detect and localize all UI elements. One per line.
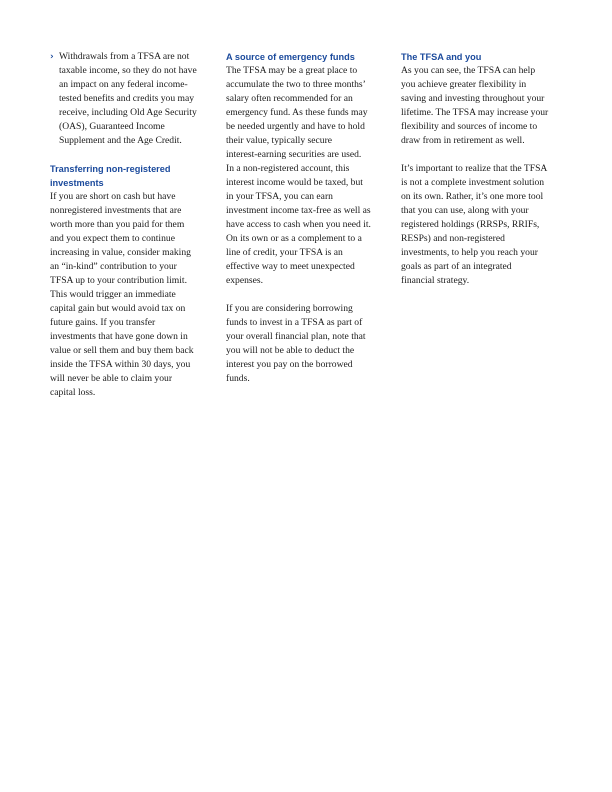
text-line: registered holdings (RRSPs, RRIFs, xyxy=(401,219,540,230)
text-line: capital loss. xyxy=(50,387,96,398)
text-line: accumulate the two to three months’ xyxy=(226,79,366,90)
text-line: draw from in retirement as well. xyxy=(401,135,525,146)
section-body-borrowing xyxy=(226,302,390,386)
heading-line: Transferring non-registered xyxy=(50,164,171,174)
section-body-transferring xyxy=(50,190,215,400)
text-line: funds to invest in a TFSA as part of xyxy=(226,317,363,328)
column-right xyxy=(401,50,565,288)
text-line: is not a complete investment solution xyxy=(401,177,545,188)
column-left xyxy=(50,50,215,400)
text-line: It’s important to realize that the TFSA xyxy=(401,163,548,174)
text-line: (OAS), Guaranteed Income xyxy=(59,121,165,132)
text-line: your overall financial plan, note that xyxy=(226,331,366,342)
section-body-tfsa-and-you xyxy=(401,64,565,148)
section-heading-tfsa-and-you: The TFSA and you xyxy=(401,52,482,62)
text-line: and you expect them to continue xyxy=(50,233,175,244)
text-line: value or sell them and buy them back xyxy=(50,345,194,356)
text-line: If you are short on cash but have xyxy=(50,191,176,202)
text-line: an impact on any federal income- xyxy=(59,79,188,90)
text-line: capital gain but would avoid tax on xyxy=(50,303,186,314)
text-line: financial strategy. xyxy=(401,275,470,286)
text-line: effective way to meet unexpected xyxy=(226,261,355,272)
text-line: flexibility and sources of income to xyxy=(401,121,538,132)
text-line: emergency fund. As these funds may xyxy=(226,107,368,118)
text-line: As you can see, the TFSA can help xyxy=(401,65,536,76)
text-line: On its own or as a complement to a xyxy=(226,233,362,244)
text-line: Supplement and the Age Credit. xyxy=(59,135,182,146)
text-line: This would trigger an immediate xyxy=(50,289,176,300)
text-line: salary often recommended for an xyxy=(226,93,353,104)
text-line: in your TFSA, you can earn xyxy=(226,191,333,202)
text-line: worth more than you paid for them xyxy=(50,219,185,230)
text-line: line of credit, your TFSA is an xyxy=(226,247,343,258)
text-line: you will not be able to deduct the xyxy=(226,345,355,356)
text-line: The TFSA may be a great place to xyxy=(226,65,358,76)
column-middle xyxy=(226,50,390,386)
text-line: taxable income, so they do not have xyxy=(59,65,197,76)
text-line: saving and investing throughout your xyxy=(401,93,545,104)
text-line: receive, including Old Age Security xyxy=(59,107,197,118)
text-line: interest-earning securities are used. xyxy=(226,149,362,160)
text-line: expenses. xyxy=(226,275,264,286)
text-line: nonregistered investments that are xyxy=(50,205,182,216)
spacer xyxy=(401,148,565,162)
section-body-complete-solution xyxy=(401,162,565,288)
text-line: TFSA up to your contribution limit. xyxy=(50,275,187,286)
text-line: In a non-registered account, this xyxy=(226,163,350,174)
heading-line: investments xyxy=(50,178,104,188)
text-line: investments, to help you reach your xyxy=(401,247,538,258)
text-line: interest income would be taxed, but xyxy=(226,177,363,188)
section-body-emergency-funds xyxy=(226,64,390,288)
section-heading-transferring xyxy=(50,162,215,190)
section-heading-emergency-funds: A source of emergency funds xyxy=(226,52,355,62)
text-line: funds. xyxy=(226,373,250,384)
text-line: If you are considering borrowing xyxy=(226,303,353,314)
text-line: have access to cash when you need it. xyxy=(226,219,371,230)
text-line: that you can use, along with your xyxy=(401,205,529,216)
text-line: interest you pay on the borrowed xyxy=(226,359,353,370)
text-line: Withdrawals from a TFSA are not xyxy=(59,51,190,62)
chevron-right-icon: › xyxy=(50,52,54,62)
text-line: investment income tax-free as well as xyxy=(226,205,371,216)
text-line: investments that have gone down in xyxy=(50,331,188,342)
spacer xyxy=(226,288,390,302)
bullet-text xyxy=(59,50,215,148)
text-line: lifetime. The TFSA may increase your xyxy=(401,107,549,118)
text-line: an “in-kind” contribution to your xyxy=(50,261,177,272)
text-line: future gains. If you transfer xyxy=(50,317,156,328)
text-line: be needed urgently and have to hold xyxy=(226,121,365,132)
text-line: their value, typically secure xyxy=(226,135,333,146)
text-line: will never be able to claim your xyxy=(50,373,173,384)
spacer xyxy=(50,148,215,162)
bullet-list-item xyxy=(50,50,215,148)
text-line: increasing in value, consider making xyxy=(50,247,191,258)
text-line: you achieve greater flexibility in xyxy=(401,79,527,90)
text-line: goals as part of an integrated xyxy=(401,261,512,272)
text-line: tested benefits and credits you may xyxy=(59,93,195,104)
text-line: on its own. Rather, it’s one more tool xyxy=(401,191,544,202)
text-line: RESPs) and non-registered xyxy=(401,233,505,244)
text-line: inside the TFSA within 30 days, you xyxy=(50,359,191,370)
